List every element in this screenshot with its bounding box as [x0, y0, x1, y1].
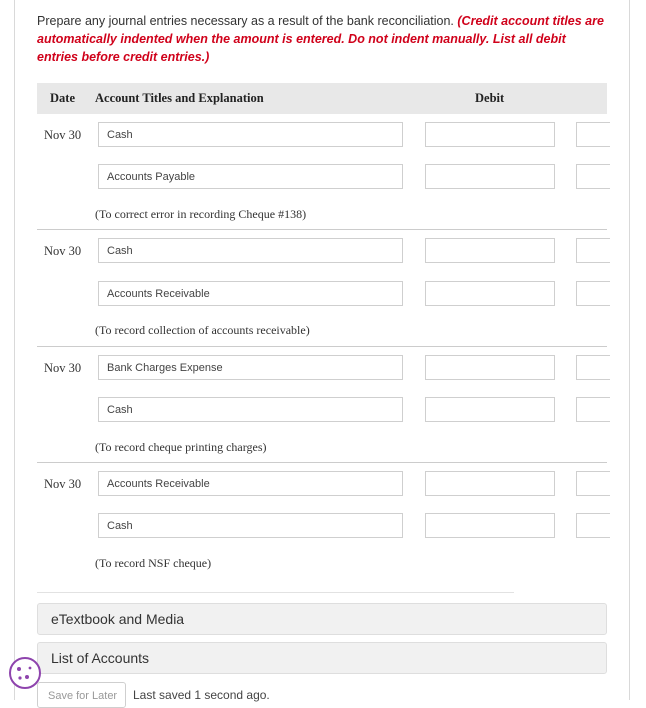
- debit-amount-input[interactable]: [425, 513, 555, 538]
- entry-explanation: (To record NSF cheque): [95, 556, 212, 570]
- debit-amount-input[interactable]: [425, 471, 555, 496]
- entry-explanation: (To record collection of accounts receivable): [95, 323, 310, 337]
- credit-amount-input[interactable]: [576, 122, 610, 147]
- instructions-note: (Credit account titles are automatically indented when the amount is entered. Do not indent manually. List all debit entries before credit entries.): [37, 14, 604, 64]
- credit-amount-input[interactable]: [576, 397, 610, 422]
- header-debit: Debit: [475, 91, 505, 105]
- credit-amount-input[interactable]: [576, 238, 610, 263]
- credit-amount-input[interactable]: [576, 164, 610, 189]
- credit-amount-input[interactable]: [576, 281, 610, 306]
- etextbook-panel[interactable]: eTextbook and Media: [37, 603, 607, 635]
- debit-amount-input[interactable]: [425, 164, 555, 189]
- debit-account-input[interactable]: Bank Charges Expense: [98, 355, 403, 380]
- credit-account-input[interactable]: Cash: [98, 397, 403, 422]
- save-for-later-button[interactable]: Save for Later: [37, 682, 126, 708]
- debit-account-input[interactable]: Accounts Receivable: [98, 471, 403, 496]
- debit-amount-input[interactable]: [425, 397, 555, 422]
- credit-account-input[interactable]: Accounts Payable: [98, 164, 403, 189]
- header-account: Account Titles and Explanation: [95, 91, 264, 105]
- entry-date: Nov 30: [44, 477, 82, 491]
- debit-amount-input[interactable]: [425, 355, 555, 380]
- credit-amount-input[interactable]: [576, 355, 610, 380]
- table-header: [37, 83, 607, 114]
- entry-explanation: (To correct error in recording Cheque #138): [95, 207, 307, 221]
- credit-account-input[interactable]: Accounts Receivable: [98, 281, 403, 306]
- instructions-text: Prepare any journal entries necessary as a result of the bank reconciliation.: [37, 14, 454, 28]
- instructions: [37, 12, 607, 66]
- debit-account-input[interactable]: Cash: [98, 238, 403, 263]
- credit-amount-input[interactable]: [576, 513, 610, 538]
- header-date: Date: [50, 91, 75, 105]
- credit-amount-input[interactable]: [576, 471, 610, 496]
- debit-account-input[interactable]: Cash: [98, 122, 403, 147]
- debit-amount-input[interactable]: [425, 238, 555, 263]
- debit-amount-input[interactable]: [425, 281, 555, 306]
- entry-date: Nov 30: [44, 361, 82, 375]
- debit-amount-input[interactable]: [425, 122, 555, 147]
- credit-account-input[interactable]: Cash: [98, 513, 403, 538]
- entry-date: Nov 30: [44, 128, 82, 142]
- entry-divider: [37, 462, 607, 463]
- list-of-accounts-panel[interactable]: List of Accounts: [37, 642, 607, 674]
- entry-divider: [37, 592, 514, 593]
- entry-date: Nov 30: [44, 244, 82, 258]
- entry-divider: [37, 229, 607, 230]
- entry-explanation: (To record cheque printing charges): [95, 440, 267, 454]
- last-saved-status: Last saved 1 second ago.: [133, 688, 270, 702]
- entry-divider: [37, 346, 607, 347]
